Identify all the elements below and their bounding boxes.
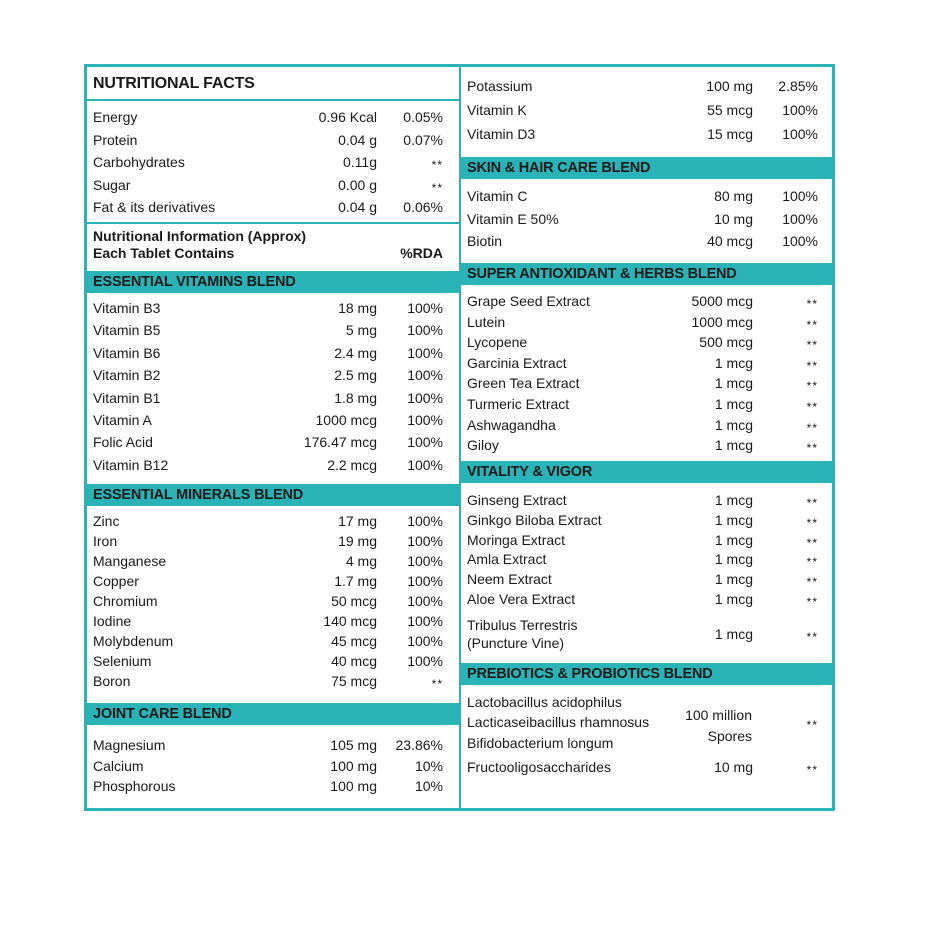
nutrient-row (461, 76, 832, 96)
nutritional-facts-title: NUTRITIONAL FACTS (93, 75, 255, 92)
nutrient-rda: 100% (782, 126, 818, 142)
rule (87, 222, 459, 224)
nutrient-amount: 75 mcg (331, 673, 377, 689)
nutrient-rda: ** (806, 379, 818, 394)
nutrient-row (87, 365, 459, 385)
nutrient-amount: 1000 mcg (691, 313, 753, 330)
nutrient-row (461, 186, 832, 206)
nutrient-row (461, 510, 832, 530)
nutrient-row (461, 373, 832, 393)
nutrient-rda: ** (806, 317, 818, 332)
nutrient-name: Energy (93, 109, 138, 125)
nutrient-row (461, 312, 832, 332)
nutrient-row (87, 320, 459, 340)
nutrient-row (461, 231, 832, 251)
nutrient-rda: 100% (407, 533, 443, 549)
nutrient-row (87, 130, 459, 150)
nutrient-name: Protein (93, 131, 138, 148)
nutrient-amount: 1000 mcg (315, 412, 377, 428)
nutrient-name: Lutein (467, 313, 506, 330)
nutritional-facts-section (87, 67, 459, 223)
nutrient-row (87, 343, 459, 363)
nutrient-rda: 100% (407, 633, 443, 649)
nutrient-amount: 1 mcg (714, 591, 753, 607)
nutrient-row (461, 490, 832, 510)
nutrient-amount: 1 mcg (714, 396, 753, 412)
nutrient-amount: 40 mcg (331, 653, 377, 669)
rule (87, 99, 459, 101)
nutrient-rda: 0.06% (403, 199, 443, 215)
nutrient-rda: 100% (407, 513, 443, 529)
nutrient-name: Potassium (467, 78, 533, 94)
nutrient-rda: ** (431, 677, 443, 691)
nutrient-row (87, 671, 459, 691)
nutrient-amount: 140 mcg (323, 613, 377, 629)
nutrient-amount: 100 mg (330, 778, 377, 794)
nutrient-rda: 100% (407, 456, 443, 473)
info-line-1: Nutritional Information (Approx) (93, 228, 307, 244)
nutrient-amount: 17 mg (338, 513, 377, 529)
nutrient-rda: ** (806, 420, 818, 435)
probiotics-section (461, 692, 832, 812)
nutrient-name: Vitamin B3 (93, 300, 161, 316)
nutrient-rda: ** (806, 338, 818, 353)
nutrient-amount: 15 mcg (707, 126, 753, 142)
nutrient-amount: 19 mg (338, 533, 377, 549)
nutrient-row (87, 152, 459, 172)
nutrient-rda: 100% (407, 434, 443, 451)
nutrient-row (87, 410, 459, 430)
nutrient-name: Calcium (93, 757, 144, 774)
bacteria-amount-1: 100 million (685, 707, 752, 723)
nutrient-rda: ** (806, 575, 818, 590)
nutrient-rda: 100% (407, 653, 443, 669)
nutrient-rda: 10% (414, 778, 443, 794)
nutrient-row (87, 591, 459, 611)
nutrient-name: Ginseng Extract (467, 492, 567, 508)
nutrient-amount: 5000 mcg (691, 293, 753, 309)
info-line-2: Each Tablet Contains (93, 245, 235, 261)
nutrient-amount: 0.00 g (338, 176, 377, 193)
nutrient-name: Ginkgo Biloba Extract (467, 511, 602, 528)
nutrient-row (87, 432, 459, 452)
nutrient-amount: 2.5 mg (334, 367, 377, 384)
nutrient-amount: 500 mcg (699, 334, 753, 351)
nutrient-name: Selenium (93, 653, 152, 669)
nutrient-row (461, 209, 832, 229)
bacteria-name: Bifidobacterium longum (467, 735, 614, 751)
nutrient-name: Magnesium (93, 737, 166, 753)
fos-row (461, 757, 832, 777)
minerals-header: ESSENTIAL MINERALS BLEND (87, 484, 459, 506)
fos-pct: ** (806, 763, 818, 777)
nutrient-amount: 1 mcg (714, 571, 753, 588)
nutrient-amount: 1 mcg (714, 416, 753, 433)
nutrient-rda: ** (806, 400, 818, 414)
nutrient-name: Vitamin K (467, 102, 527, 118)
vitality-header: VITALITY & VIGOR (461, 461, 832, 483)
nutrient-row (87, 776, 459, 796)
nutrient-row (87, 531, 459, 551)
nutrient-rda: 100% (782, 188, 818, 204)
nutrient-rda: 100% (407, 412, 443, 428)
nutrient-row (461, 435, 832, 455)
nutrient-name: Chromium (93, 593, 158, 609)
nutrient-amount: 0.96 Kcal (318, 109, 377, 125)
tribulus-pct: ** (806, 630, 818, 644)
nutrient-rda: ** (431, 158, 443, 172)
nutrient-rda: ** (806, 515, 818, 530)
joint-care-header: JOINT CARE BLEND (87, 703, 459, 725)
nutrient-rda: ** (806, 595, 818, 609)
nutrient-rda: 100% (782, 233, 818, 249)
nutrient-name: Iodine (93, 613, 132, 629)
nutrient-name: Vitamin E 50% (467, 210, 559, 227)
nutrient-amount: 18 mg (338, 300, 377, 316)
nutrient-name: Grape Seed Extract (467, 293, 590, 309)
nutrient-row (461, 100, 832, 120)
nutrient-name: Iron (93, 533, 118, 549)
antioxidant-header: SUPER ANTIOXIDANT & HERBS BLEND (461, 263, 832, 285)
nutrient-name: Turmeric Extract (467, 396, 570, 412)
nutrient-row (87, 107, 459, 127)
nutrient-rda: 100% (407, 553, 443, 569)
nutrient-amount: 176.47 mcg (303, 434, 377, 451)
nutrient-rda: 100% (782, 102, 818, 118)
nutrient-row (461, 415, 832, 435)
vitamins-header: ESSENTIAL VITAMINS BLEND (87, 271, 459, 293)
nutrient-rda: 23.86% (395, 737, 443, 753)
nutrient-row (461, 569, 832, 589)
nutrient-row (87, 551, 459, 571)
nutrient-name: Manganese (93, 553, 167, 569)
nutrient-amount: 100 mg (706, 78, 753, 94)
tribulus-amount: 1 mcg (714, 626, 753, 642)
nutrient-amount: 1 mcg (714, 531, 753, 548)
nutrient-amount: 2.2 mcg (327, 456, 377, 473)
nutrient-amount: 1 mcg (714, 551, 753, 568)
nutrient-rda: ** (806, 297, 818, 311)
nutrient-row (461, 353, 832, 373)
nutrient-row (87, 756, 459, 776)
nutrient-amount: 1.8 mg (334, 389, 377, 406)
nutrient-rda: ** (431, 180, 443, 195)
nutrient-rda: ** (806, 358, 818, 373)
nutrient-rda: ** (806, 496, 818, 510)
nutrient-name: Vitamin B1 (93, 389, 161, 406)
bacteria-pct: ** (806, 718, 818, 732)
nutrient-name: Giloy (467, 437, 499, 454)
nutrient-rda: 0.05% (403, 109, 443, 125)
nutrient-rda: ** (806, 555, 818, 570)
nutrient-amount: 5 mg (345, 322, 377, 339)
nutrient-name: Garcinia Extract (467, 354, 567, 371)
nutrient-amount: 80 mg (714, 188, 753, 204)
nutrient-name: Lycopene (467, 334, 528, 351)
nutrient-row (461, 549, 832, 569)
probiotics-header: PREBIOTICS & PROBIOTICS BLEND (461, 663, 832, 685)
nutrient-amount: 0.04 g (338, 199, 377, 215)
nutrient-name: Vitamin A (93, 412, 152, 428)
nutrient-amount: 1.7 mg (334, 573, 377, 589)
nutrient-amount: 100 mg (330, 757, 377, 774)
nutrient-row (461, 530, 832, 550)
nutrient-row (87, 175, 459, 195)
nutrient-row (461, 332, 832, 352)
nutrient-name: Phosphorous (93, 778, 176, 794)
nutrient-name: Vitamin B5 (93, 322, 161, 339)
nutrient-name: Amla Extract (467, 551, 547, 568)
rda-header: %RDA (400, 245, 443, 261)
nutrient-rda: 100% (407, 573, 443, 589)
nutrient-rda: ** (806, 535, 818, 550)
tribulus-subname: (Puncture Vine) (467, 635, 565, 651)
bacteria-name: Lactobacillus acidophilus (467, 694, 622, 710)
nutrient-rda: 100% (407, 300, 443, 316)
tribulus-row (461, 615, 832, 659)
nutrient-amount: 40 mcg (707, 233, 753, 249)
nutrient-row (87, 735, 459, 755)
nutrient-row (87, 511, 459, 531)
nutrient-rda: 10% (414, 757, 443, 774)
nutrient-name: Vitamin B6 (93, 344, 161, 361)
nutrient-name: Vitamin B2 (93, 367, 161, 384)
nutrient-name: Ashwagandha (467, 416, 556, 433)
nutrient-amount: 2.4 mg (334, 344, 377, 361)
nutrient-amount: 0.11g (343, 154, 377, 170)
nutrient-rda: 100% (407, 367, 443, 384)
nutrient-name: Vitamin C (467, 188, 528, 204)
nutrient-rda: 100% (782, 210, 818, 227)
fos-amount: 10 mg (714, 759, 753, 775)
tribulus-values (461, 624, 832, 644)
nutrient-amount: 45 mcg (331, 633, 377, 649)
nutrient-amount: 0.04 g (338, 131, 377, 148)
nutrient-amount: 1 mcg (714, 375, 753, 392)
nutrient-rda: 100% (407, 389, 443, 406)
nutrient-name: Folic Acid (93, 434, 153, 451)
nutrient-rda: 0.07% (403, 131, 443, 148)
skin-hair-header: SKIN & HAIR CARE BLEND (461, 157, 832, 179)
nutrient-rda: ** (806, 441, 818, 456)
nutrient-amount: 1 mcg (714, 354, 753, 371)
nutrient-row (87, 631, 459, 651)
nutrient-row (87, 298, 459, 318)
nutrient-row (87, 651, 459, 671)
nutrition-info-section (87, 225, 459, 269)
nutrient-rda: 2.85% (778, 78, 818, 94)
nutrient-rda: 100% (407, 613, 443, 629)
tribulus-name: Tribulus Terrestris (467, 617, 578, 633)
nutrient-name: Carbohydrates (93, 154, 185, 170)
nutrient-row (87, 197, 459, 217)
bacteria-name: Lacticaseibacillus rhamnosus (467, 714, 650, 730)
nutrient-rda: 100% (407, 593, 443, 609)
nutrient-name: Biotin (467, 233, 503, 249)
fos-name: Fructooligosaccharides (467, 759, 611, 775)
nutrient-amount: 1 mcg (714, 492, 753, 508)
nutrient-amount: 1 mcg (714, 437, 753, 454)
nutrient-row (87, 611, 459, 631)
nutrient-amount: 105 mg (330, 737, 377, 753)
nutrient-amount: 10 mg (714, 210, 753, 227)
nutrient-name: Aloe Vera Extract (467, 591, 576, 607)
bacteria-amount-2: Spores (707, 728, 752, 744)
bacteria-pct-row (461, 715, 832, 735)
nutrient-row (87, 571, 459, 591)
nutrient-name: Fat & its derivatives (93, 199, 216, 215)
nutrient-amount: 50 mcg (331, 593, 377, 609)
nutrient-row (461, 394, 832, 414)
nutrient-row (461, 124, 832, 144)
nutrient-name: Moringa Extract (467, 531, 566, 548)
nutrient-name: Copper (93, 573, 139, 589)
nutrient-name: Sugar (93, 176, 131, 193)
nutrient-name: Vitamin B12 (93, 456, 169, 473)
nutrient-name: Vitamin D3 (467, 126, 536, 142)
nutrient-rda: 100% (407, 322, 443, 339)
nutrient-rda: 100% (407, 344, 443, 361)
nutrient-name: Zinc (93, 513, 120, 529)
nutrient-row (87, 388, 459, 408)
nutrient-name: Neem Extract (467, 571, 552, 588)
nutrient-name: Molybdenum (93, 633, 174, 649)
nutrient-row (461, 589, 832, 609)
nutrient-name: Green Tea Extract (467, 375, 580, 392)
nutrient-amount: 55 mcg (707, 102, 753, 118)
nutrient-name: Boron (93, 673, 131, 689)
nutrient-row (87, 455, 459, 475)
nutrient-amount: 4 mg (345, 553, 377, 569)
nutrient-row (461, 291, 832, 311)
nutrient-amount: 1 mcg (714, 511, 753, 528)
